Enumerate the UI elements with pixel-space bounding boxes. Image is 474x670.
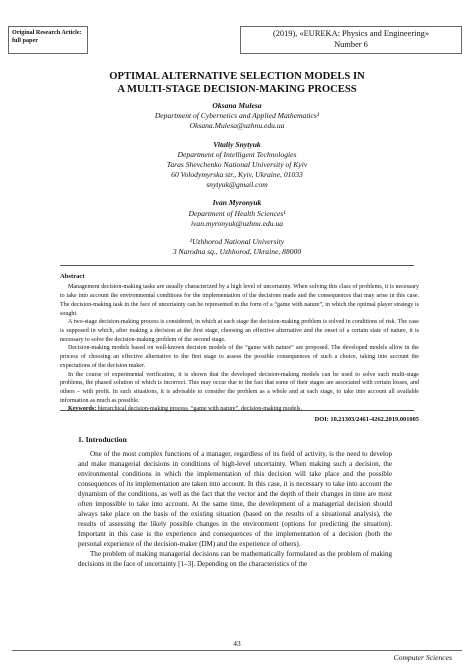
doi-link[interactable]: DOI: 10.21303/2461-4262.2019.001005 — [314, 416, 419, 423]
abstract-paragraph: Management decision-making tasks are usually characterized by a high level of uncertainty. When solving this class of problems, it is necessary to take into account the environmental conditions for the implementation of the decisions made and the consequences that may arise in this case. The decision-making task in the face of uncertainty can be represented in the form of a “game with nature”, in which the optimal player strategy is sought. — [60, 284, 419, 317]
author-1 — [0, 101, 474, 132]
author-2 — [0, 140, 474, 191]
author-email: snytyuk@gmail.com — [206, 180, 268, 190]
abstract-top-rule — [60, 265, 414, 266]
journal-number: Number 6 — [334, 39, 368, 49]
paper-title — [0, 70, 474, 96]
journal-info-box — [240, 26, 462, 54]
abstract-paragraph: Decision-making models based on well-known decision models of the “game with nature” are proposed. The developed models allow in the process of choosing an effective alternative to the first stage to assess the possible consequences of such a choice, taking into account the expectations of the decision maker. — [60, 345, 419, 369]
author-block — [0, 101, 474, 257]
university-affiliation — [0, 237, 474, 257]
body-paragraph: The problem of making managerial decisions can be mathematically formulated as the problem of making decisions in the face of uncertainty [1–3]. Depending on the characteristics of the — [78, 549, 392, 568]
abstract-bottom-rule — [60, 410, 414, 411]
introduction-section — [78, 435, 392, 569]
author-affiliation: Taras Shevchenko National University of Kyiv — [166, 159, 308, 169]
university-address: 3 Narodna sq., Uzhhorod, Ukraine, 88000 — [172, 247, 302, 257]
author-name: Ivan Myronyuk — [212, 198, 262, 208]
keywords-text: hierarchical decision-making process, “game with nature”, decision-making models. — [96, 406, 302, 413]
footer-section-name: Computer Sciences — [393, 653, 452, 662]
section-heading: 1. Introduction — [78, 435, 127, 444]
keywords-label: Keywords: — [68, 406, 97, 413]
author-address: 60 Volodymyrska str., Kyiv, Ukraine, 01033 — [171, 170, 303, 180]
abstract-paragraph: In the course of experimental verification, it is shown that the developed decision-making models can be used to solve such multi-stage problems, the phased solution of which is incorrect. This may occur due to the fact that some of their stages are associated with certain losses, and others – with profit. In such situations, it is advisable to consider the problem as a whole and at each stage, to take into account all available information as much as possible. — [60, 371, 419, 404]
page-header — [8, 26, 462, 56]
journal-name: (2019), «EUREKA: Physics and Engineering» — [272, 29, 430, 38]
author-3 — [0, 198, 474, 229]
article-type-line2: full paper — [12, 37, 38, 45]
author-name: Oksana Mulesa — [212, 101, 262, 110]
body-paragraph: One of the most complex functions of a manager, regardless of its field of activity, is the need to develop and make managerial decisions in conditions of high-level uncertainty. When making such a decision, the environmental conditions in which the implementation of this decision will take place and the possible consequences of its implementation are taken into account. In this case, it is necessary to take into account the dynamism of the conditions, as well as the fact that the vector and the depth of their changes in time are most often impossible to take into account. At the same time, the development of a managerial decision should always take place on the basis of the existing situation (based on the results of a situational analysis), the results of assessing the likely possible changes in the environment (options for predicting the situation). Important in this case is the experience and consequences of the implementation of a decision (both the personal experience of the decision-maker (DM) and the experience of others). — [78, 449, 392, 548]
page-number: 43 — [233, 639, 241, 648]
author-affiliation: Department of Health Sciences¹ — [188, 208, 286, 218]
title-line1: OPTIMAL ALTERNATIVE SELECTION MODELS IN — [109, 71, 365, 82]
abstract-heading: Abstract — [60, 273, 85, 280]
footer-rule — [12, 650, 462, 651]
author-affiliation: Department of Cybernetics and Applied Mathematics¹ — [154, 111, 320, 121]
article-type-line1: Original Research Article: — [12, 29, 82, 36]
abstract-paragraph: A two-stage decision-making process is considered, in which at each stage the decision-making problem is solved in conditions of risk. The case is supposed in which, after making a decision at the first stage, choosing an effective alternative and the onset of a certain state of nature, it is necessary to solve the decision-making problem of the second stage. — [60, 319, 419, 343]
author-email: ivan.myronyuk@uzhnu.edu.ua — [190, 218, 284, 228]
title-line2: A MULTI-STAGE DECISION-MAKING PROCESS — [117, 84, 357, 96]
author-affiliation: Department of Intelligent Technologies — [177, 149, 297, 159]
abstract-section — [60, 272, 419, 414]
author-name: Vitaliy Snytyuk — [213, 139, 261, 149]
article-type-box — [8, 26, 88, 54]
university-name: ¹Uzhhorod National University — [189, 236, 285, 246]
author-email: Oksana.Mulesa@uzhnu.edu.ua — [189, 121, 285, 131]
